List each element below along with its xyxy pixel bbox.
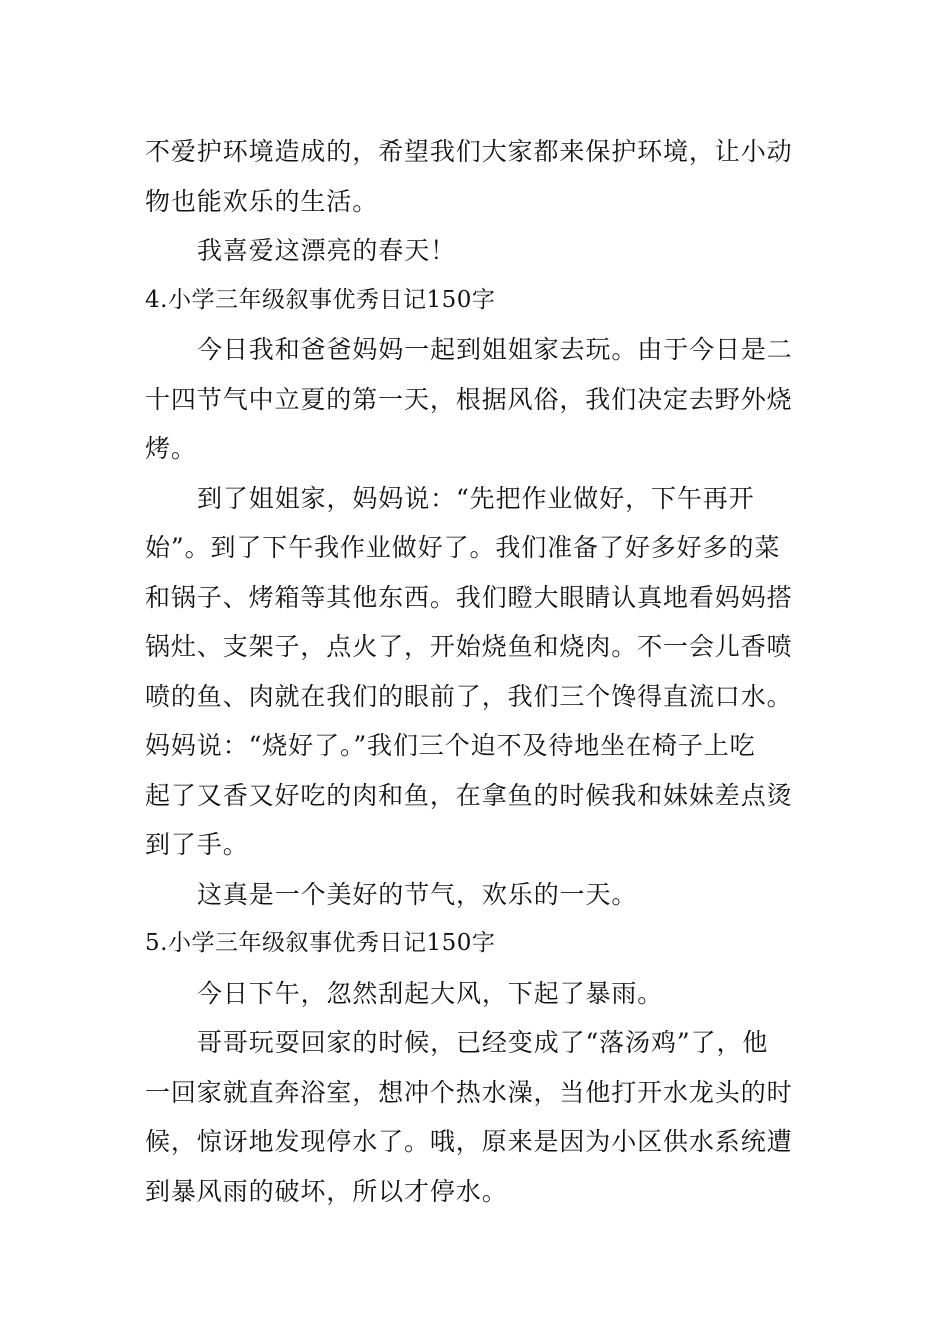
document-body xyxy=(145,127,810,1216)
text-line: 我喜爱这漂亮的春天！ xyxy=(197,236,457,265)
text-line: 妈妈说：“烧好了。”我们三个迫不及待地坐在椅子上吃 xyxy=(145,731,756,760)
text-line: 一回家就直奔浴室，想冲个热水澡，当他打开水龙头的时 xyxy=(145,1077,793,1107)
text-line: 烤。 xyxy=(145,434,197,463)
text-line: 十四节气中立夏的第一天，根据风俗，我们决定去野外烧 xyxy=(145,384,793,414)
text-line: 始”。到了下午我作业做好了。我们准备了好多好多的菜 xyxy=(145,533,781,562)
text-line: 不爱护环境造成的，希望我们大家都来保护环境，让小动 xyxy=(145,137,793,166)
text-line: 锅灶、支架子，点火了，开始烧鱼和烧肉。不一会儿香喷 xyxy=(145,632,793,661)
text-line: 这真是一个美好的节气，欢乐的一天。 xyxy=(197,879,638,909)
text-line: 喷的鱼、肉就在我们的眼前了，我们三个馋得直流口水。 xyxy=(145,681,793,711)
text-line: 候，惊讶地发现停水了。哦，原来是因为小区供水系统遭 xyxy=(145,1127,793,1156)
text-line: 物也能欢乐的生活。 xyxy=(145,186,379,216)
text-line: 和锅子、烤箱等其他东西。我们瞪大眼睛认真地看妈妈搭 xyxy=(145,582,793,612)
text-line: 到了姐姐家，妈妈说：“先把作业做好，下午再开 xyxy=(197,483,755,513)
text-line: 今日下午，忽然刮起大风，下起了暴雨。 xyxy=(197,978,664,1008)
text-line: 起了又香又好吃的肉和鱼，在拿鱼的时候我和妹妹差点烫 xyxy=(145,780,793,810)
text-line: 哥哥玩耍回家的时候，已经变成了“落汤鸡”了，他 xyxy=(197,1028,769,1057)
section-heading: 5.小学三年级叙事优秀日记150字 xyxy=(145,930,496,956)
section-heading: 4.小学三年级叙事优秀日记150字 xyxy=(145,286,496,313)
text-line: 今日我和爸爸妈妈一起到姐姐家去玩。由于今日是二 xyxy=(197,335,793,364)
text-line: 到了手。 xyxy=(145,830,249,859)
text-line: 到暴风雨的破坏，所以才停水。 xyxy=(145,1176,508,1206)
